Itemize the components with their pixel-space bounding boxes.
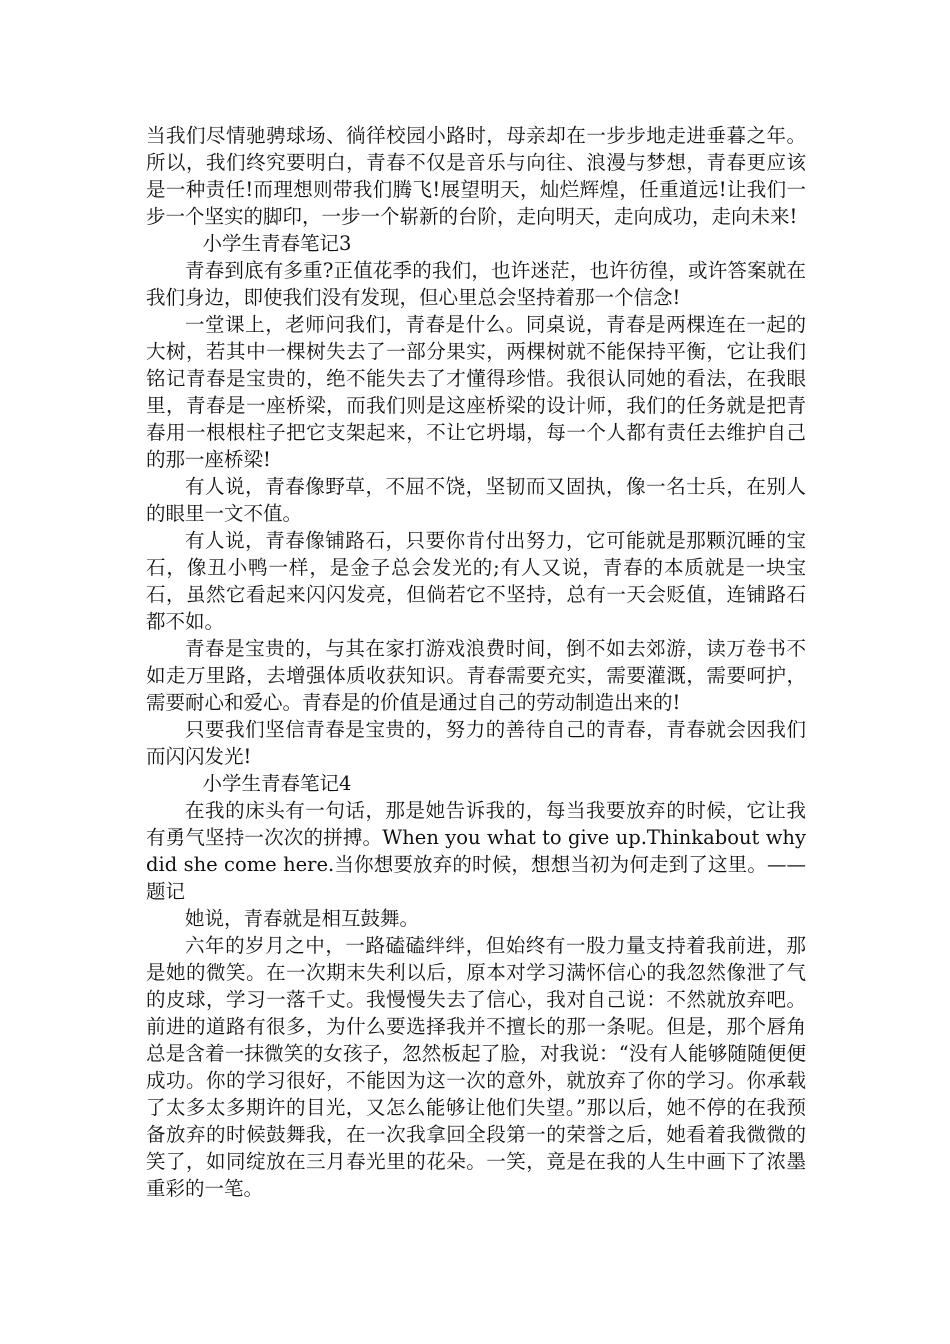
document-page	[146, 122, 806, 1202]
paragraph: 有人说，青春像铺路石，只要你肯付出努力，它可能就是那颗沉睡的宝石，像丑小鸭一样，是金子总会发光的;有人又说，青春的本质就是一块宝石，虽然它看起来闪闪发亮，但倘若它不坚持，总有一天会贬值，连铺路石都不如。	[146, 529, 806, 633]
paragraph: 在我的床头有一句话，那是她告诉我的，每当我要放弃的时候，它让我有勇气坚持一次次的拼搏。When you what to give up.Thinkabout why did she come here.当你想要放弃的时候，想想当初为何走到了这里。——题记	[146, 799, 806, 903]
paragraph: 青春是宝贵的，与其在家打游戏浪费时间，倒不如去郊游，读万卷书不如走万里路，去增强体质收获知识。青春需要充实，需要灌溉，需要呵护，需要耐心和爱心。青春是的价值是通过自己的劳动制造出来的!	[146, 637, 806, 714]
paragraph: 当我们尽情驰骋球场、徜徉校园小路时，母亲却在一步步地走进垂暮之年。所以，我们终究要明白，青春不仅是音乐与向往、浪漫与梦想，青春更应该是一种责任!而理想则带我们腾飞!展望明天，灿烂辉煌，任重道远!让我们一步一个坚实的脚印，一步一个崭新的台阶，走向明天，走向成功，走向未来!	[146, 124, 806, 228]
paragraph: 她说，青春就是相互鼓舞。	[185, 907, 420, 930]
paragraph: 青春到底有多重?正值花季的我们，也许迷茫，也许彷徨，或许答案就在我们身边，即使我们没有发现，但心里总会坚持着那一个信念!	[146, 259, 806, 309]
paragraph: 只要我们坚信青春是宝贵的，努力的善待自己的青春，青春就会因我们而闪闪发光!	[146, 718, 806, 768]
paragraph: 有人说，青春像野草，不屈不饶，坚韧而又固执，像一名士兵，在别人的眼里一文不值。	[146, 475, 806, 525]
section-heading: 小学生青春笔记3	[202, 232, 352, 255]
paragraph: 六年的岁月之中，一路磕磕绊绊，但始终有一股力量支持着我前进，那是她的微笑。在一次期末失利以后，原本对学习满怀信心的我忽然像泄了气的皮球，学习一落千丈。我慢慢失去了信心，我对自己说：不然就放弃吧。前进的道路有很多，为什么要选择我并不擅长的那一条呢。但是，那个唇角总是含着一抹微笑的女孩子，忽然板起了脸，对我说：“没有人能够随随便便成功。你的学习很好，不能因为这一次的意外，就放弃了你的学习。你承载了太多太多期许的目光，又怎么能够让他们失望。”那以后，她不停的在我预备放弃的时候鼓舞我，在一次我拿回全段第一的荣誉之后，她看着我微微的笑了，如同绽放在三月春光里的花朵。一笑，竟是在我的人生中画下了浓墨重彩的一笔。	[146, 934, 806, 1200]
paragraph: 一堂课上，老师问我们，青春是什么。同桌说，青春是两棵连在一起的大树，若其中一棵树失去了一部分果实，两棵树就不能保持平衡，它让我们铭记青春是宝贵的，绝不能失去了才懂得珍惜。我很认同她的看法，在我眼里，青春是一座桥梁，而我们则是这座桥梁的设计师，我们的任务就是把青春用一根根柱子把它支架起来，不让它坍塌，每一个人都有责任去维护自己的那一座桥梁!	[146, 313, 806, 471]
section-heading: 小学生青春笔记4	[202, 772, 352, 795]
